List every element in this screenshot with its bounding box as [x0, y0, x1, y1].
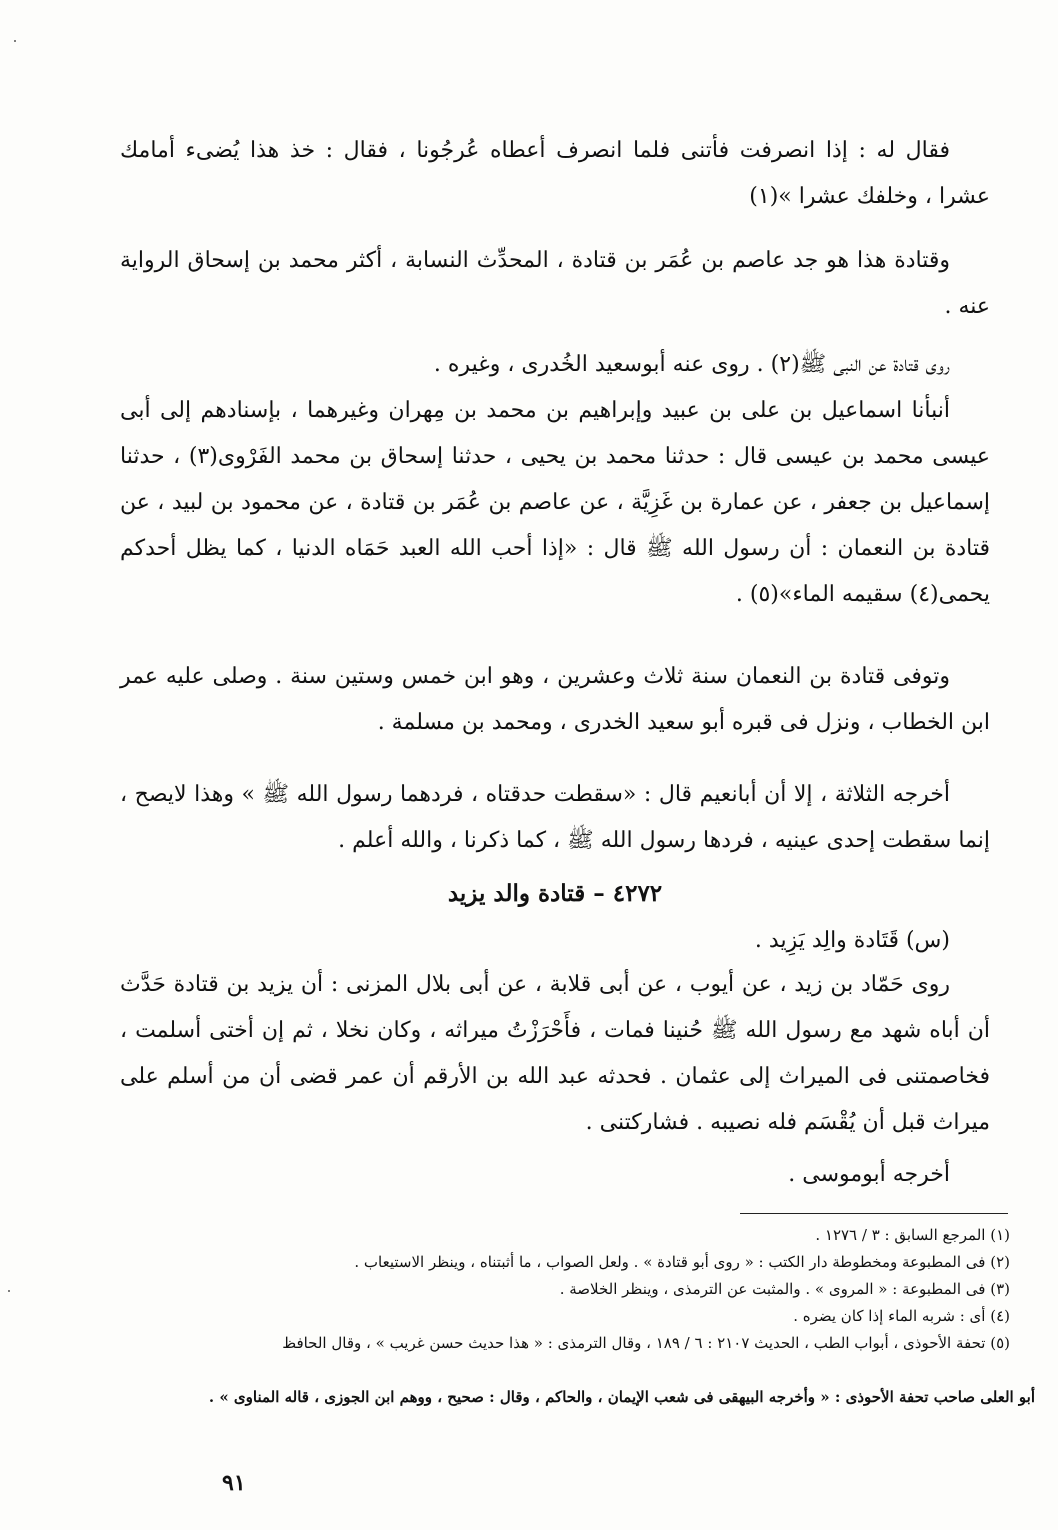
paragraph-1: فقال له : إذا انصرفت فأتنى فلما انصرف أعطاه عُرجُونا ، فقال : خذ هذا يُضىء أمامك عشرا ، وخلفك عشرا »(١)	[120, 138, 990, 209]
footnote-divider	[740, 1213, 1008, 1214]
paragraph-7: (س) قَتَادة والِد يَزِيد .	[754, 928, 950, 953]
footnotes	[120, 1222, 1010, 1357]
footnote-3: (٣) فى المطبوعة : « المروى » . والمثبت عن الترمذى ، وينظر الخلاصة .	[559, 1280, 1010, 1298]
paragraph-9: أخرجه أبوموسى .	[788, 1162, 950, 1187]
footnote-2: (٢) فى المطبوعة ومخطوطة دار الكتب : « روى أبو قتادة » . ولعل الصواب ، ما أثبتناه ، وينظر الاستيعاب .	[354, 1253, 1010, 1271]
footnote-1: (١) المرجع السابق : ٣ / ١٢٧٦ .	[815, 1226, 1010, 1244]
page-number: ٩١	[222, 1470, 246, 1496]
paragraph-5: وتوفى قتادة بن النعمان سنة ثلاث وعشرين ، وهو ابن خمس وستين سنة . وصلى عليه عمر ابن الخطاب ، ونزل فى قبره أبو سعيد الخدرى ، ومحمد بن مسلمة .	[120, 664, 990, 735]
paragraph-6: أخرجه الثلاثة ، إلا أن أبانعيم قال : «سقطت حدقتاه ، فردهما رسول الله ﷺ » وهذا لايصح ، إنما سقطت إحدى عينيه ، فردها رسول الله ﷺ ، كما ذكرنا ، والله أعلم .	[120, 782, 990, 853]
entry-heading: ٤٢٧٢ – قتادة والد يزيد	[447, 880, 663, 907]
paragraph-8: روى حَمّاد بن زيد ، عن أيوب ، عن أبى قلابة ، عن أبى بلال المزنى : أن يزيد بن قتادة حَدَّث أن أباه شهد مع رسول الله ﷺ حُنينا فمات ، فأَحْرَزْتُ ميراثه ، وكان نخلا ، ثم إن أختى أسلمت ، فخاصمتنى فى الميراث إلى عثمان . فحدثه عبد الله بن الأرقم أن عمر قضى أن من أسلم على ميراث قبل أن يُقْسَم فله نصيبه . فشاركتنى .	[120, 972, 990, 1135]
paragraph-3: روى قتادة عن النبى ﷺ(٢) . روى عنه أبوسعيد الخُدرى ، وغيره .	[433, 352, 950, 377]
scan-speck	[8, 1290, 10, 1292]
paragraph-4: أنبأنا اسماعيل بن على بن عبيد وإبراهيم بن محمد بن مِهران وغيرهما ، بإسنادهم إلى أبى عيسى محمد بن عيسى قال : حدثنا محمد بن يحيى ، حدثنا إسحاق بن محمد الفَرْوى(٣) ، حدثنا إسماعيل بن جعفر ، عن عمارة بن غَزِيَّة ، عن عاصم بن عُمَر بن قتادة ، عن محمود بن لبيد ، عن قتادة بن النعمان : أن رسول الله ﷺ قال : «إذا أحب الله العبد حَمَاه الدنيا ، كما يظل أحدكم يحمى(٤) سقيمه الماء»(٥) .	[120, 398, 990, 607]
footnote-5: (٥) تحفة الأحوذى ، أبواب الطب ، الحديث ٢١٠٧ : ٦ / ١٨٩ ، وقال الترمذى : « هذا حديث حسن غريب » ، وقال الحافظ	[282, 1334, 1010, 1352]
footnote-5-continuation: أبو العلى صاحب تحفة الأحوذى : « وأخرجه البيهقى فى شعب الإيمان ، والحاكم ، وقال : صحيح ، ووهم ابن الجوزى ، قاله المناوى » .	[208, 1388, 1035, 1406]
scan-speck	[14, 40, 16, 42]
footnote-4: (٤) أى : شربه الماء إذا كان يضره .	[793, 1307, 1010, 1325]
paragraph-2: وقتادة هذا هو جد عاصم بن عُمَر بن قتادة ، المحدِّث النسابة ، أكثر محمد بن إسحاق الرواية عنه .	[120, 248, 990, 319]
